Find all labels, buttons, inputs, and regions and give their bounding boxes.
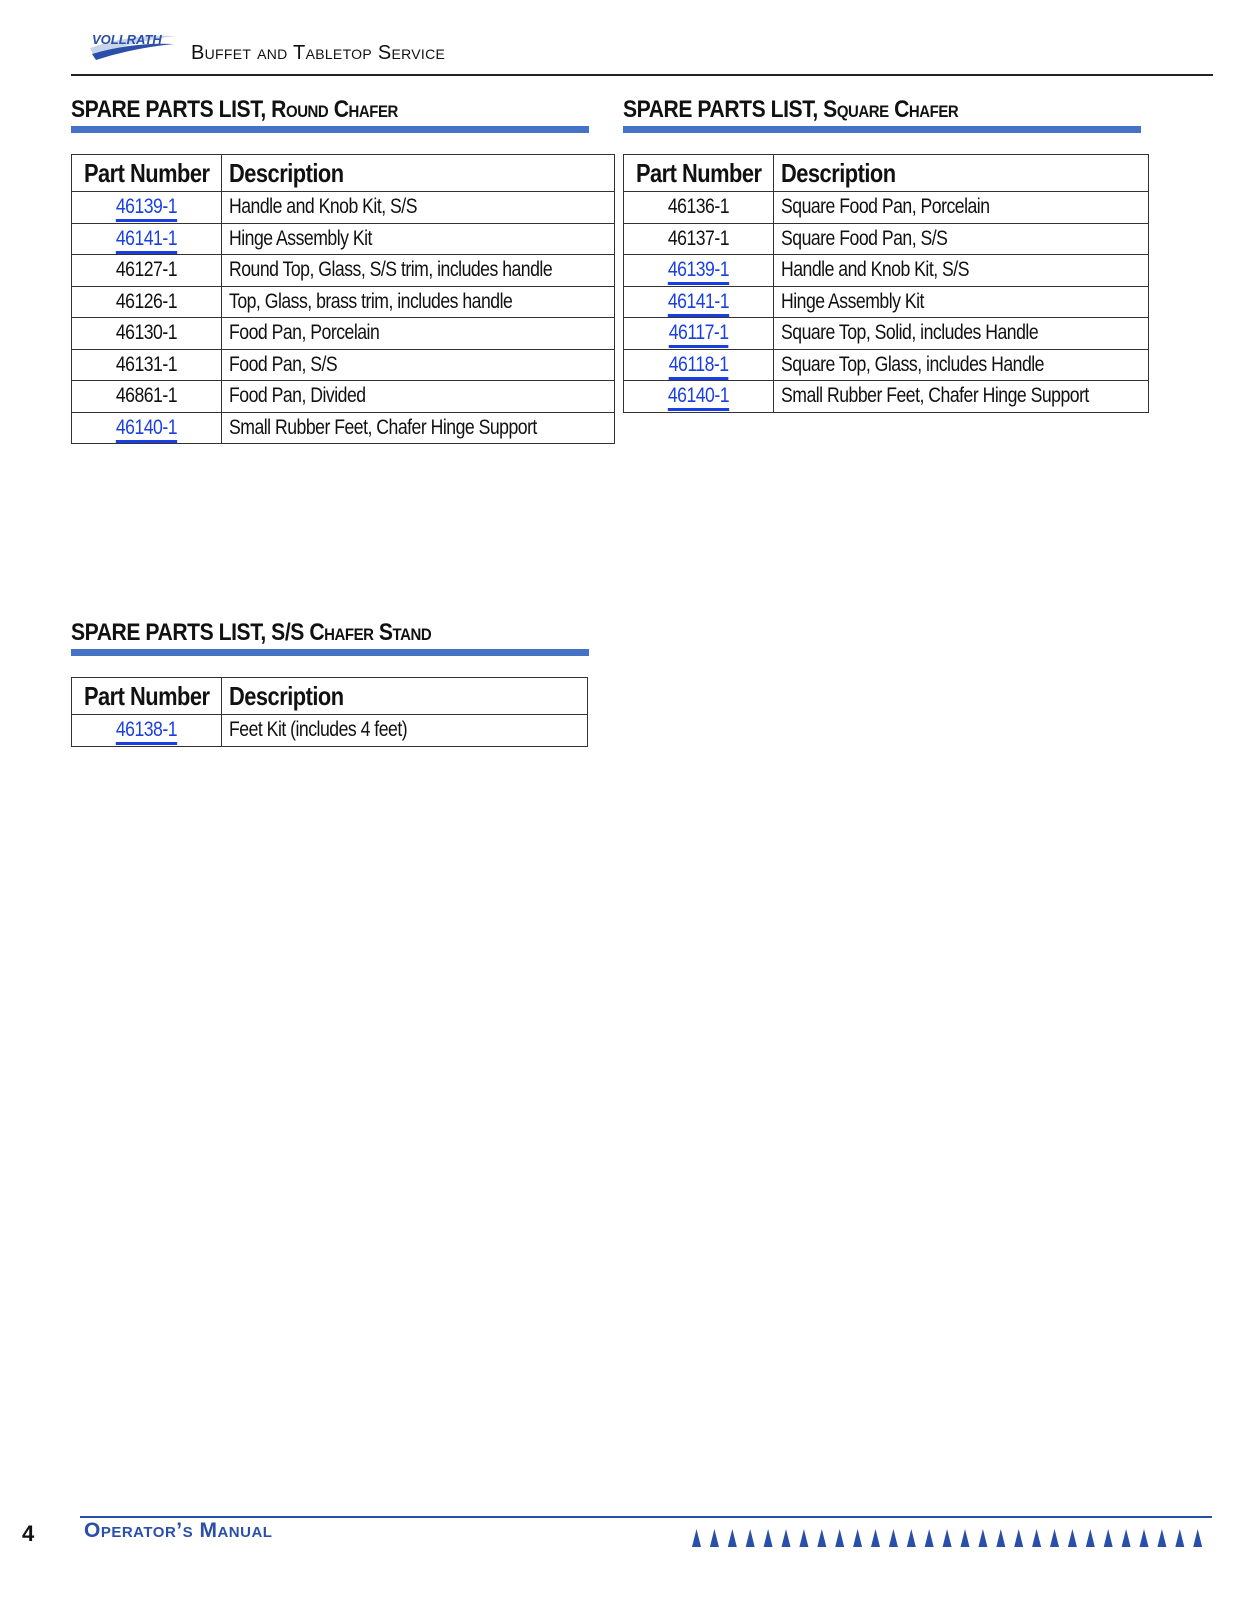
triangle-mark — [961, 1529, 970, 1547]
description-cell — [774, 381, 1148, 413]
section-title-sub: Square Chafer — [823, 96, 959, 123]
triangle-mark — [853, 1529, 862, 1547]
part-number-link[interactable]: 46141-1 — [116, 227, 177, 254]
table-row — [624, 223, 1149, 255]
part-number-cell — [72, 318, 222, 350]
section-title — [71, 96, 527, 126]
triangle-mark — [782, 1529, 791, 1547]
table-row — [72, 255, 615, 287]
vollrath-logo — [88, 30, 178, 62]
triangle-mark — [1122, 1529, 1131, 1547]
triangle-mark — [1140, 1529, 1149, 1547]
header-divider — [71, 74, 1213, 76]
table-row — [72, 381, 615, 413]
description-text: Handle and Knob Kit, S/S — [781, 258, 970, 282]
description-cell — [774, 192, 1148, 224]
part-number-cell[interactable] — [72, 715, 222, 747]
footer-divider — [80, 1516, 1212, 1518]
description-text: Small Rubber Feet, Chafer Hinge Support — [781, 384, 1090, 408]
description-text: Food Pan, Divided — [229, 384, 367, 408]
triangle-mark — [1157, 1529, 1166, 1547]
triangle-mark — [728, 1529, 737, 1547]
table-header-row — [72, 678, 588, 715]
triangle-mark — [996, 1529, 1005, 1547]
table-row — [624, 349, 1149, 381]
part-number-link[interactable]: 46117-1 — [669, 321, 729, 348]
table-row — [72, 192, 615, 224]
part-number-cell[interactable] — [72, 412, 222, 444]
description-text: Handle and Knob Kit, S/S — [229, 195, 418, 219]
part-number-link[interactable]: 46140-1 — [116, 416, 177, 443]
table-row — [72, 286, 615, 318]
description-cell — [222, 255, 615, 287]
triangle-mark — [907, 1529, 916, 1547]
table-row — [624, 192, 1149, 224]
description-cell — [774, 286, 1148, 318]
part-number-link[interactable]: 46138-1 — [116, 718, 177, 745]
section-accent-bar — [71, 126, 589, 133]
part-number-cell — [72, 255, 222, 287]
section-title-sub: Round Chafer — [271, 96, 398, 123]
description-text: Square Food Pan, S/S — [781, 226, 948, 250]
triangle-mark — [1104, 1529, 1113, 1547]
header-title: Buffet and Tabletop Service — [191, 42, 446, 64]
table-header-row — [624, 155, 1149, 192]
triangle-mark — [1175, 1529, 1184, 1547]
description-text: Top, Glass, brass trim, includes handle — [229, 289, 513, 313]
part-number-link[interactable]: 46139-1 — [116, 195, 177, 222]
triangle-mark — [799, 1529, 808, 1547]
triangle-mark — [746, 1529, 755, 1547]
part-number-cell[interactable] — [624, 286, 774, 318]
section-title-sub: Chafer Stand — [309, 619, 432, 646]
triangle-mark — [710, 1529, 719, 1547]
table-row — [624, 318, 1149, 350]
table-row — [624, 381, 1149, 413]
part-number-link[interactable]: 46139-1 — [668, 258, 729, 285]
page-number: 4 — [22, 1521, 35, 1546]
triangle-mark — [871, 1529, 880, 1547]
parts-table-stand — [71, 677, 588, 747]
footer-triangle-pattern — [692, 1529, 1212, 1549]
description-cell — [222, 318, 615, 350]
triangle-mark — [835, 1529, 844, 1547]
part-number-cell — [624, 223, 774, 255]
part-number-link[interactable]: 46141-1 — [668, 290, 729, 317]
table-row — [72, 412, 615, 444]
table-row — [624, 286, 1149, 318]
triangle-mark — [943, 1529, 952, 1547]
table-row — [72, 715, 588, 747]
parts-table-square — [623, 154, 1149, 413]
table-body — [72, 715, 588, 747]
table-body — [624, 192, 1149, 413]
triangle-mark — [889, 1529, 898, 1547]
description-cell — [774, 255, 1148, 287]
table-row — [72, 318, 615, 350]
description-cell — [774, 318, 1148, 350]
part-number-text: 46126-1 — [116, 289, 178, 313]
part-number-link[interactable]: 46140-1 — [668, 384, 729, 411]
triangle-mark — [1014, 1529, 1023, 1547]
description-cell — [774, 223, 1148, 255]
part-number-text: 46131-1 — [116, 352, 178, 376]
section-round-chafer — [71, 96, 589, 444]
part-number-cell — [72, 286, 222, 318]
description-text: Square Top, Glass, includes Handle — [781, 352, 1045, 376]
footer-title: Operator’s Manual — [84, 1519, 273, 1542]
section-title — [623, 96, 1079, 126]
part-number-cell[interactable] — [624, 318, 774, 350]
description-cell — [222, 412, 615, 444]
parts-table-round — [71, 154, 615, 444]
part-number-cell[interactable] — [72, 192, 222, 224]
description-text: Food Pan, Porcelain — [229, 321, 380, 345]
description-cell — [222, 349, 615, 381]
table-row — [72, 349, 615, 381]
description-text: Hinge Assembly Kit — [229, 226, 373, 250]
description-cell — [774, 349, 1148, 381]
section-accent-bar — [623, 126, 1141, 133]
description-text: Square Food Pan, Porcelain — [781, 195, 990, 219]
section-accent-bar — [71, 649, 589, 656]
part-number-text: 46127-1 — [116, 258, 178, 282]
description-cell — [222, 286, 615, 318]
triangle-mark — [817, 1529, 826, 1547]
col-header-description: Description — [222, 155, 615, 192]
description-cell — [222, 223, 615, 255]
col-header-description: Description — [774, 155, 1148, 192]
triangle-mark — [764, 1529, 773, 1547]
description-text: Square Top, Solid, includes Handle — [781, 321, 1039, 345]
part-number-text: 46130-1 — [116, 321, 178, 345]
triangle-mark — [1050, 1529, 1059, 1547]
part-number-cell[interactable] — [624, 255, 774, 287]
section-square-chafer — [623, 96, 1141, 413]
table-body — [72, 192, 615, 444]
section-chafer-stand — [71, 619, 589, 747]
section-title-main: SPARE PARTS LIST, — [71, 96, 272, 123]
description-text: Feet Kit (includes 4 feet) — [229, 718, 408, 742]
part-number-cell[interactable] — [624, 349, 774, 381]
triangle-mark — [692, 1529, 701, 1547]
triangle-mark — [1068, 1529, 1077, 1547]
triangle-mark — [925, 1529, 934, 1547]
col-header-description: Description — [222, 678, 588, 715]
part-number-text: 46136-1 — [668, 195, 730, 219]
table-row — [72, 223, 615, 255]
triangle-mark — [1086, 1529, 1095, 1547]
description-cell — [222, 192, 615, 224]
section-title-main: SPARE PARTS LIST, S/S — [71, 619, 310, 646]
description-cell — [222, 715, 588, 747]
part-number-cell[interactable] — [624, 381, 774, 413]
part-number-link[interactable]: 46118-1 — [669, 353, 729, 380]
part-number-cell[interactable] — [72, 223, 222, 255]
description-text: Hinge Assembly Kit — [781, 289, 925, 313]
description-text: Food Pan, S/S — [229, 352, 338, 376]
triangle-mark — [978, 1529, 987, 1547]
section-title — [71, 619, 527, 649]
triangle-mark — [1193, 1529, 1202, 1547]
description-cell — [222, 381, 615, 413]
part-number-text: 46137-1 — [668, 226, 730, 250]
svg-text:VOLLRATH: VOLLRATH — [92, 32, 162, 47]
part-number-text: 46861-1 — [116, 384, 178, 408]
col-header-part-number: Part Number — [72, 678, 222, 715]
triangle-mark — [1032, 1529, 1041, 1547]
table-header-row — [72, 155, 615, 192]
description-text: Round Top, Glass, S/S trim, includes handle — [229, 258, 553, 282]
description-text: Small Rubber Feet, Chafer Hinge Support — [229, 415, 538, 439]
part-number-cell — [72, 349, 222, 381]
table-row — [624, 255, 1149, 287]
section-title-main: SPARE PARTS LIST, — [623, 96, 824, 123]
part-number-cell — [624, 192, 774, 224]
col-header-part-number: Part Number — [624, 155, 774, 192]
part-number-cell — [72, 381, 222, 413]
col-header-part-number: Part Number — [72, 155, 222, 192]
